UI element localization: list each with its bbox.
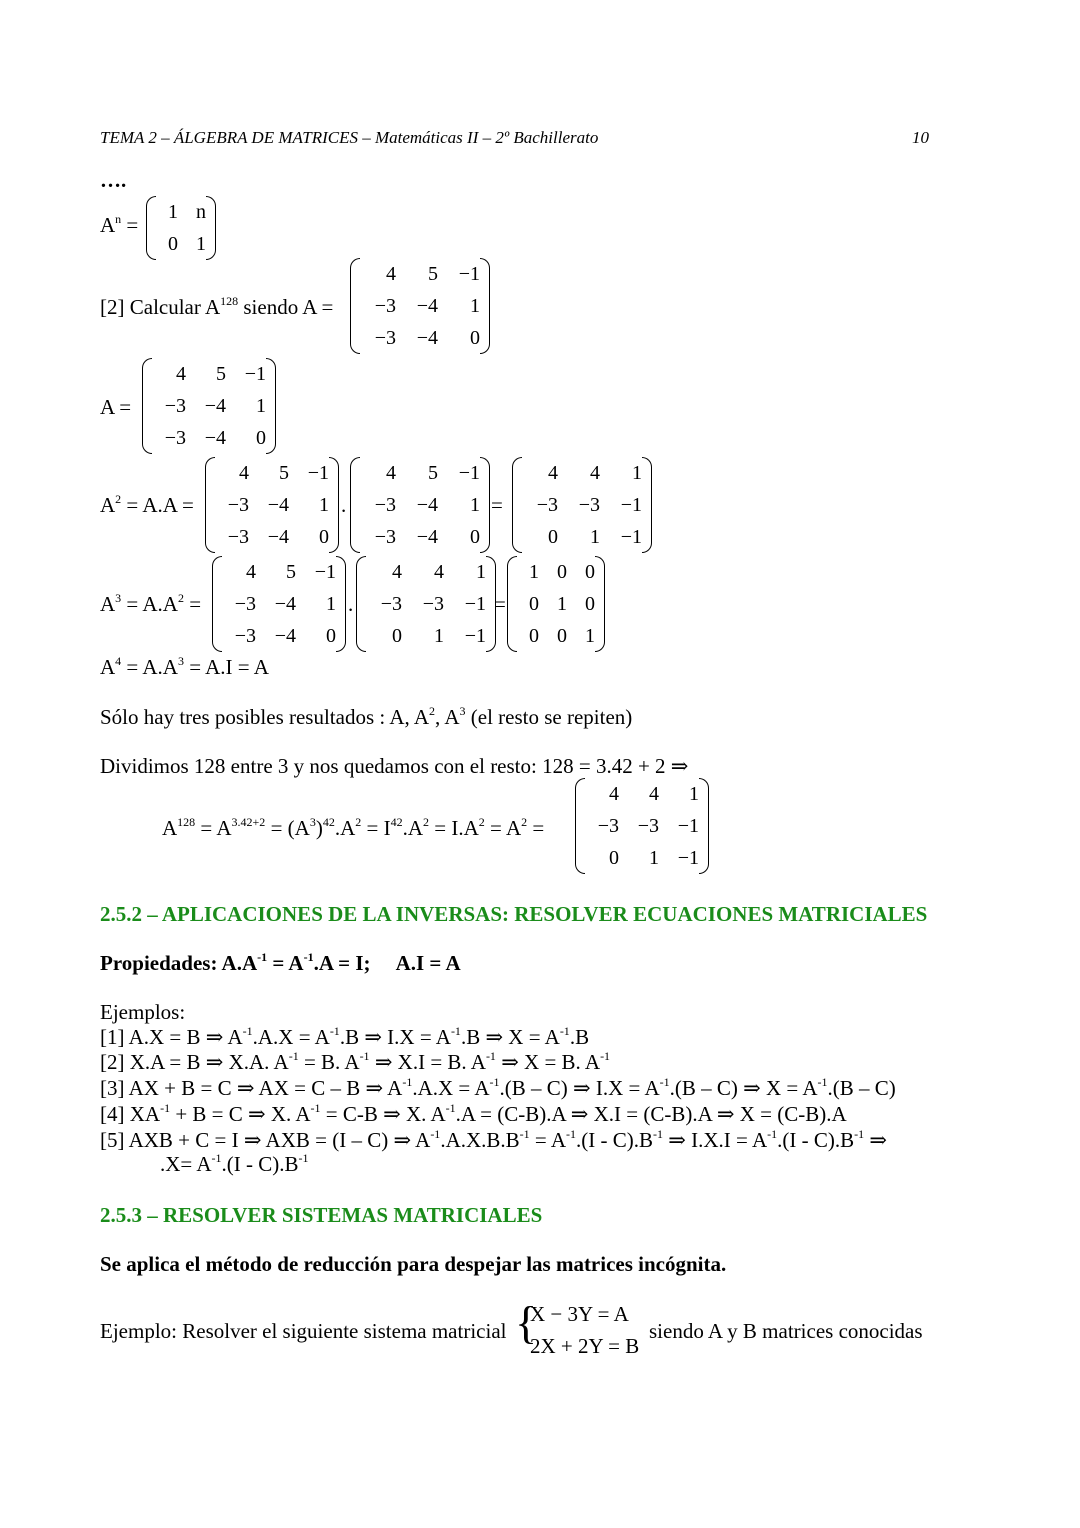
matrix-cell: −3 xyxy=(164,395,186,417)
matrix-cell: −1 xyxy=(620,526,642,548)
matrix-cell: 1 xyxy=(649,847,659,869)
matrix-cell: 1 xyxy=(196,233,206,255)
matrix-cell: 5 xyxy=(216,363,226,385)
matrix-cell: 0 xyxy=(557,561,567,583)
matrix-cell: −4 xyxy=(267,526,289,548)
matrix-cell: 5 xyxy=(286,561,296,583)
section-2-5-2-heading: 2.5.2 – APLICACIONES DE LA INVERSAS: RESOLVER ECUACIONES MATRICIALES xyxy=(100,902,928,926)
matrix-cell: 0 xyxy=(256,427,266,449)
matrix-cell: 4 xyxy=(392,561,402,583)
matrix-a3-left xyxy=(212,556,346,652)
matrix-cell: 0 xyxy=(609,847,619,869)
matrix-cell: 0 xyxy=(557,625,567,647)
matrix-bracket-right xyxy=(642,457,652,553)
matrix-cell: −1 xyxy=(307,462,329,484)
matrix-a2-left xyxy=(205,457,339,553)
matrix-cell: −3 xyxy=(637,815,659,837)
a2-dot: . xyxy=(341,493,347,517)
matrix-cell: 1 xyxy=(434,625,444,647)
matrix-bracket-right xyxy=(206,196,216,260)
matrix-cell: 0 xyxy=(168,233,178,255)
matrix-a3-result xyxy=(507,556,605,652)
matrix-cell: 1 xyxy=(529,561,539,583)
an-lhs: $A^n$ = xyxy=(100,212,139,237)
matrix-cell: 0 xyxy=(470,327,480,349)
matrix-bracket-right xyxy=(595,556,605,652)
matrix-problem-a xyxy=(350,258,490,354)
matrix-cell: 5 xyxy=(428,263,438,285)
matrix-bracket-left xyxy=(142,358,152,454)
matrix-cell: −4 xyxy=(416,327,438,349)
example-5-continued: $.X= A^{-1}.(I - C).B^{-1}$ xyxy=(160,1151,309,1176)
a2-lhs: $A^2 = A.A$ = xyxy=(100,492,194,517)
matrix-cell: 1 xyxy=(256,395,266,417)
a3-lhs: $A^3 = A.A^2$ = xyxy=(100,591,202,616)
matrix-cell: 4 xyxy=(246,561,256,583)
matrix-a xyxy=(142,358,276,454)
solo-line: Sólo hay tres posibles resultados : A, $A^2$, $A^3$ (el resto se repiten) xyxy=(100,704,633,729)
matrix-cell: −4 xyxy=(416,494,438,516)
matrix-cell: 1 xyxy=(319,494,329,516)
matrix-cell: −1 xyxy=(458,462,480,484)
section-2-5-3-heading: 2.5.3 – RESOLVER SISTEMAS MATRICIALES xyxy=(100,1203,543,1227)
matrix-cell: −1 xyxy=(464,625,486,647)
a128-line: $A^{128} = A^{3.42+2} = (A^3)^{42}.A^2 = I^{42}.A^2 = I.A^2 = A^2$ = xyxy=(162,815,545,840)
example-5: [5] AXB + C = I ⇒ AXB = (I – C) ⇒ $A^{-1}.A.X.B.B^{-1} = A^{-1}.(I - C).B^{-1}$ ⇒ $I.X.I = A^{-1}.(I - C).B^{-1}$ ⇒ xyxy=(100,1127,887,1152)
matrix-cell: −3 xyxy=(536,494,558,516)
page-number: 10 xyxy=(912,128,929,147)
matrix-cell: 0 xyxy=(319,526,329,548)
matrix-cell: 4 xyxy=(609,783,619,805)
matrix-a2-result xyxy=(512,457,652,553)
matrix-cell: −1 xyxy=(677,847,699,869)
matrix-a3-right xyxy=(356,556,496,652)
matrix-cell: −3 xyxy=(227,526,249,548)
matrix-bracket-left xyxy=(350,258,360,354)
matrix-cell: 0 xyxy=(585,561,595,583)
matrix-cell: 1 xyxy=(168,201,178,223)
matrix-cell: 0 xyxy=(529,593,539,615)
matrix-cell: −3 xyxy=(374,494,396,516)
page-header-title: TEMA 2 – ÁLGEBRA DE MATRICES – Matemáticas II – 2º Bachillerato xyxy=(100,128,599,147)
matrix-bracket-left xyxy=(212,556,222,652)
matrix-cell: 4 xyxy=(386,462,396,484)
matrix-cell: −3 xyxy=(374,295,396,317)
matrix-cell: −1 xyxy=(464,593,486,615)
matrix-bracket-right xyxy=(480,258,490,354)
system-eq-1: X − 3Y = A xyxy=(530,1302,629,1326)
system-brace: { xyxy=(515,1297,538,1348)
matrix-cell: −3 xyxy=(597,815,619,837)
matrix-cell: −4 xyxy=(416,526,438,548)
example-2: [2] X.A = B ⇒ X.A. $A^{-1} = B$. $A^{-1}$ ⇒ X.I = B. $A^{-1}$ ⇒ X = B. $A^{-1}$ xyxy=(100,1049,611,1074)
matrix-cell: −3 xyxy=(578,494,600,516)
example-1: [1] A.X = B ⇒ $A^{-1}.A.X = A^{-1}.B$ ⇒ $I.X = A^{-1}.B$ ⇒ $X = A^{-1}.B$ xyxy=(100,1024,590,1049)
ejemplo-sistema-suffix: siendo A y B matrices conocidas xyxy=(649,1319,923,1343)
matrix-bracket-right xyxy=(336,556,346,652)
example-4: [4] $XA^{-1} + B = C$ ⇒ X. $A^{-1} = C-B$ ⇒ X. $A^{-1}.A = (C-B).A$ ⇒ X.I = (C-B).A ⇒ X = (C-B).A xyxy=(100,1101,847,1126)
matrix-cell: 0 xyxy=(529,625,539,647)
matrix-cell: −3 xyxy=(234,625,256,647)
matrix-cell: −4 xyxy=(416,295,438,317)
matrix-cell: −1 xyxy=(677,815,699,837)
matrix-bracket-right xyxy=(329,457,339,553)
matrix-cell: −4 xyxy=(204,427,226,449)
matrix-bracket-left xyxy=(146,196,156,260)
matrix-cell: −4 xyxy=(274,593,296,615)
matrix-cell: −3 xyxy=(227,494,249,516)
matrix-cell: 4 xyxy=(239,462,249,484)
propiedades-line: Propiedades: $A.A^{-1} = A^{-1}.A = I$; A.I = A xyxy=(100,950,461,975)
matrix-cell: 4 xyxy=(434,561,444,583)
matrix-cell: 1 xyxy=(470,295,480,317)
matrix-cell: 1 xyxy=(476,561,486,583)
matrix-cell: −4 xyxy=(274,625,296,647)
a4-line: $A^4 = A.A^3 = A.I = A$ xyxy=(100,654,269,679)
matrix-cell: 1 xyxy=(326,593,336,615)
matrix-cell: −1 xyxy=(620,494,642,516)
matrix-cell: n xyxy=(196,201,206,223)
matrix-a2-right xyxy=(350,457,490,553)
a3-dot: . xyxy=(348,592,354,616)
matrix-bracket-left xyxy=(507,556,517,652)
matrix-cell: 5 xyxy=(428,462,438,484)
matrix-bracket-right xyxy=(699,778,709,874)
matrix-bracket-left xyxy=(512,457,522,553)
matrix-bracket-left xyxy=(575,778,585,874)
ejemplos-label: Ejemplos: xyxy=(100,1000,186,1024)
matrix-cell: 4 xyxy=(386,263,396,285)
matrix-cell: −4 xyxy=(204,395,226,417)
a3-eq: = xyxy=(494,592,506,616)
ejemplo-sistema-text: Ejemplo: Resolver el siguiente sistema matricial xyxy=(100,1319,507,1343)
matrix-bracket-left xyxy=(350,457,360,553)
matrix-cell: 1 xyxy=(632,462,642,484)
matrix-cell: 0 xyxy=(326,625,336,647)
a-lhs: A = xyxy=(100,395,132,419)
matrix-cell: −3 xyxy=(374,526,396,548)
matrix-bracket-right xyxy=(480,457,490,553)
a2-eq: = xyxy=(491,493,503,517)
example-3: [3] AX + B = C ⇒ AX = C – B ⇒ $A^{-1}.A.X = A^{-1}.(B - C)$ ⇒ $I.X = A^{-1}.(B - C)$ ⇒ $X = A^{-1}.(B - C)$ xyxy=(100,1075,896,1100)
matrix-cell: 4 xyxy=(590,462,600,484)
matrix-cell: −1 xyxy=(458,263,480,285)
matrix-bracket-right xyxy=(266,358,276,454)
problem-2-statement: [2] Calcular $A^{128}$ siendo A = xyxy=(100,294,334,319)
reduccion-line: Se aplica el método de reducción para despejar las matrices incógnita. xyxy=(100,1252,727,1276)
system-eq-2: 2X + 2Y = B xyxy=(530,1334,640,1358)
matrix-cell: 4 xyxy=(176,363,186,385)
ellipsis: …. xyxy=(100,168,127,192)
matrix-cell: −3 xyxy=(164,427,186,449)
matrix-cell: 0 xyxy=(585,593,595,615)
matrix-cell: −3 xyxy=(380,593,402,615)
matrix-cell: −1 xyxy=(314,561,336,583)
matrix-cell: −3 xyxy=(422,593,444,615)
matrix-cell: 1 xyxy=(585,625,595,647)
matrix-cell: −3 xyxy=(374,327,396,349)
matrix-an xyxy=(146,196,216,260)
matrix-cell: −3 xyxy=(234,593,256,615)
matrix-cell: 1 xyxy=(557,593,567,615)
matrix-bracket-left xyxy=(356,556,366,652)
matrix-cell: −1 xyxy=(244,363,266,385)
matrix-cell: 0 xyxy=(392,625,402,647)
matrix-bracket-left xyxy=(205,457,215,553)
matrix-cell: 0 xyxy=(470,526,480,548)
matrix-cell: 1 xyxy=(470,494,480,516)
matrix-a128-result xyxy=(575,778,709,874)
matrix-cell: 1 xyxy=(590,526,600,548)
dividimos-line: Dividimos 128 entre 3 y nos quedamos con el resto: 128 = 3.42 + 2 ⇒ xyxy=(100,754,689,778)
matrix-cell: 1 xyxy=(689,783,699,805)
matrix-cell: 4 xyxy=(649,783,659,805)
problem-2-siendo: siendo A = xyxy=(238,295,334,319)
matrix-cell: −4 xyxy=(267,494,289,516)
matrix-cell: 4 xyxy=(548,462,558,484)
matrix-cell: 5 xyxy=(279,462,289,484)
matrix-cell: 0 xyxy=(548,526,558,548)
